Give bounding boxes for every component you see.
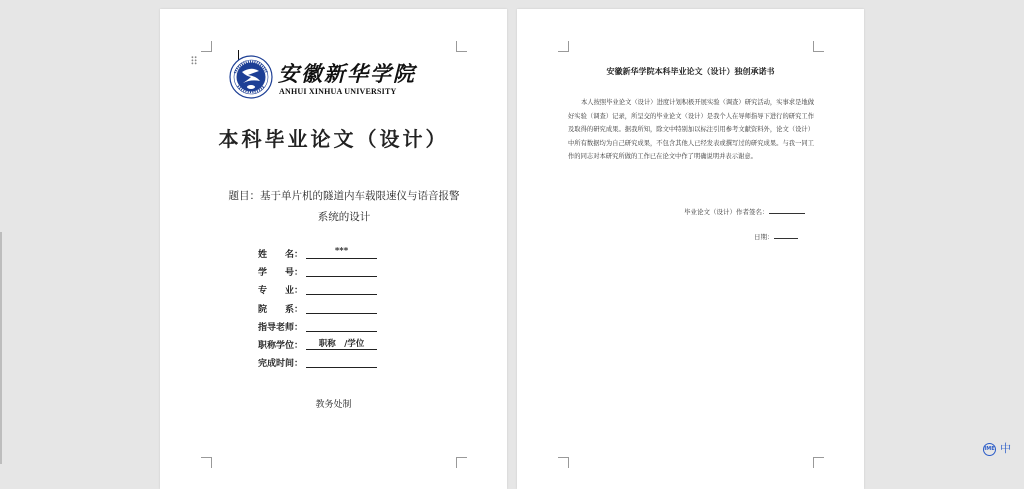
drag-handle-icon[interactable]: ⠿: [190, 55, 199, 68]
info-row-advisor: [258, 319, 388, 337]
advisor-field[interactable]: [306, 319, 377, 332]
ime-language-label: 中: [1000, 442, 1011, 455]
field-label: 完成时间：: [258, 359, 304, 370]
completion-date-field[interactable]: [306, 355, 377, 368]
thesis-topic: 题目：基于单片机的隧道内车载限速仪与语音报警系统的设计: [228, 190, 460, 223]
margin-corner-mark: [456, 41, 467, 52]
info-row-title-degree: [258, 337, 388, 355]
major-field[interactable]: [306, 282, 377, 295]
document-title: 本科毕业论文（设计）: [218, 127, 449, 151]
title-degree-field[interactable]: 职称 /学位: [306, 337, 377, 350]
info-row-department: [258, 301, 388, 319]
field-label: 指导老师：: [258, 322, 304, 333]
ime-indicator[interactable]: [983, 440, 1011, 456]
field-label: 专 业：: [258, 286, 304, 297]
signature-line: [684, 206, 805, 216]
margin-corner-mark: [558, 41, 569, 52]
field-label: 职称学位：: [258, 340, 304, 351]
info-row-major: [258, 282, 388, 300]
department-field[interactable]: [306, 301, 377, 314]
window-edge-marker: [0, 232, 2, 464]
signature-blank[interactable]: [769, 206, 805, 214]
issuer-label: 教务处制: [315, 400, 352, 410]
date-line: [754, 231, 798, 241]
name-field[interactable]: ***: [306, 246, 377, 259]
declaration-body: 本人按照毕业论文（设计）进度计划积极开展实验（调查）研究活动，实事求是地做好实验（调查）记录，所呈交的毕业论文（设计）是我个人在导师指导下进行的研究工作及取得的研究成果。据我所知，除文中特别加以标注引用参考文献资料外，论文（设计）中所有数据均为自己研究成果，不包含其他人已经发表或撰写过的研究成果。与我一同工作的同志对本研究所做的工作已在论文中作了明确说明并表示谢意。: [568, 99, 814, 161]
margin-corner-mark: [201, 457, 212, 468]
signature-label: 毕业论文（设计）作者签名：: [684, 208, 769, 216]
info-row-student-id: [258, 264, 388, 282]
student-id-field[interactable]: [306, 264, 377, 277]
student-info-form: [258, 246, 388, 373]
date-label: 日期：: [754, 233, 774, 241]
university-seal-icon: [229, 55, 273, 99]
field-label: 院 系：: [258, 304, 304, 315]
university-name-cn: 安徽新华学院: [278, 61, 416, 86]
info-row-name: [258, 246, 388, 264]
field-label: 学 号：: [258, 268, 304, 279]
margin-corner-mark: [558, 457, 569, 468]
university-name-en: ANHUI XINHUA UNIVERSITY: [279, 87, 397, 96]
margin-corner-mark: [813, 41, 824, 52]
declaration-page: [517, 9, 864, 489]
declaration-title: 安徽新华学院本科毕业论文（设计）独创承诺书: [606, 66, 775, 76]
field-label: 姓 名：: [258, 250, 304, 260]
date-blank[interactable]: [774, 231, 798, 239]
margin-corner-mark: [201, 41, 212, 52]
margin-corner-mark: [813, 457, 824, 468]
info-row-completion-date: [258, 355, 388, 373]
ime-logo-icon: IME: [983, 443, 996, 456]
margin-corner-mark: [456, 457, 467, 468]
